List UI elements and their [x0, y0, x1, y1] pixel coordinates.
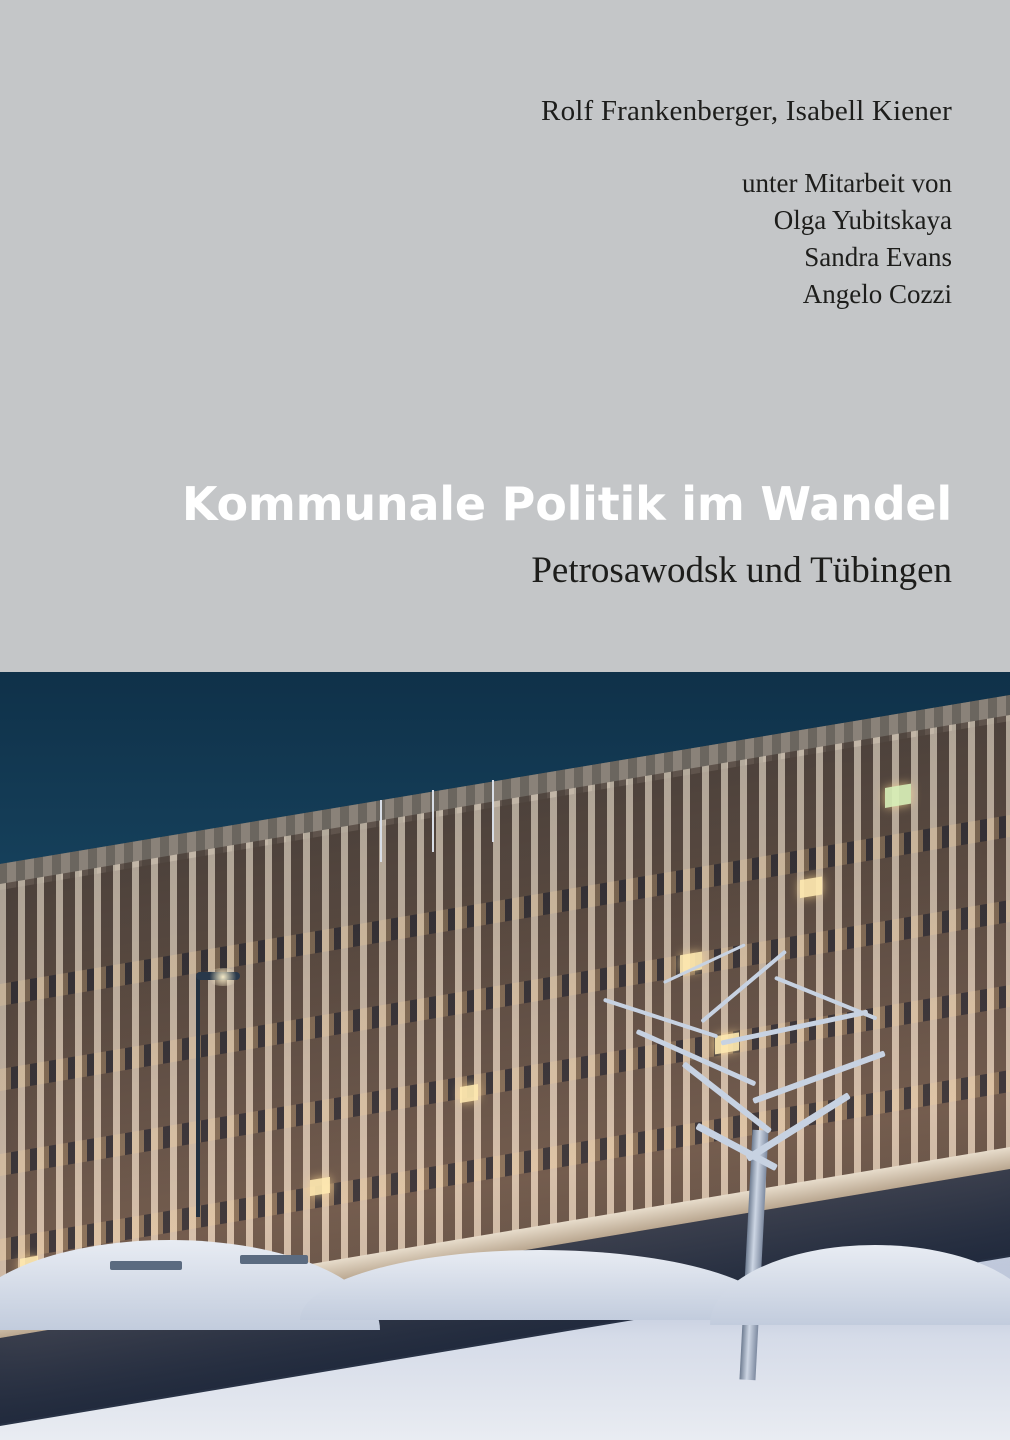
lit-window [460, 1084, 478, 1103]
contributors-intro: unter Mitarbeit von [742, 168, 952, 198]
tree-branch [752, 1050, 886, 1104]
contributors-block [0, 165, 952, 313]
tree-branch [721, 1010, 869, 1046]
contributor-name: Angelo Cozzi [802, 279, 952, 309]
lit-window [310, 1177, 330, 1196]
cover-text-area [0, 0, 1010, 672]
authors-line: Rolf Frankenberger, Isabell Kiener [541, 95, 952, 127]
tree-branch [663, 943, 746, 984]
tree-branch [774, 976, 877, 1021]
tree-trunk [739, 1130, 768, 1380]
park-bench [110, 1261, 182, 1270]
book-subtitle: Petrosawodsk und Tübingen [531, 550, 952, 591]
street-lamp-glow [206, 968, 240, 986]
contributor-name: Sandra Evans [804, 242, 952, 272]
flag-pole [380, 800, 382, 862]
lit-window [800, 876, 822, 898]
contributor-name: Olga Yubitskaya [773, 205, 952, 235]
cover-photograph [0, 672, 1010, 1440]
street-lamp-pole [196, 977, 200, 1217]
flag-pole [492, 780, 494, 842]
flag-pole [432, 790, 434, 852]
book-title: Kommunale Politik im Wandel [181, 477, 952, 531]
park-bench [240, 1255, 308, 1264]
